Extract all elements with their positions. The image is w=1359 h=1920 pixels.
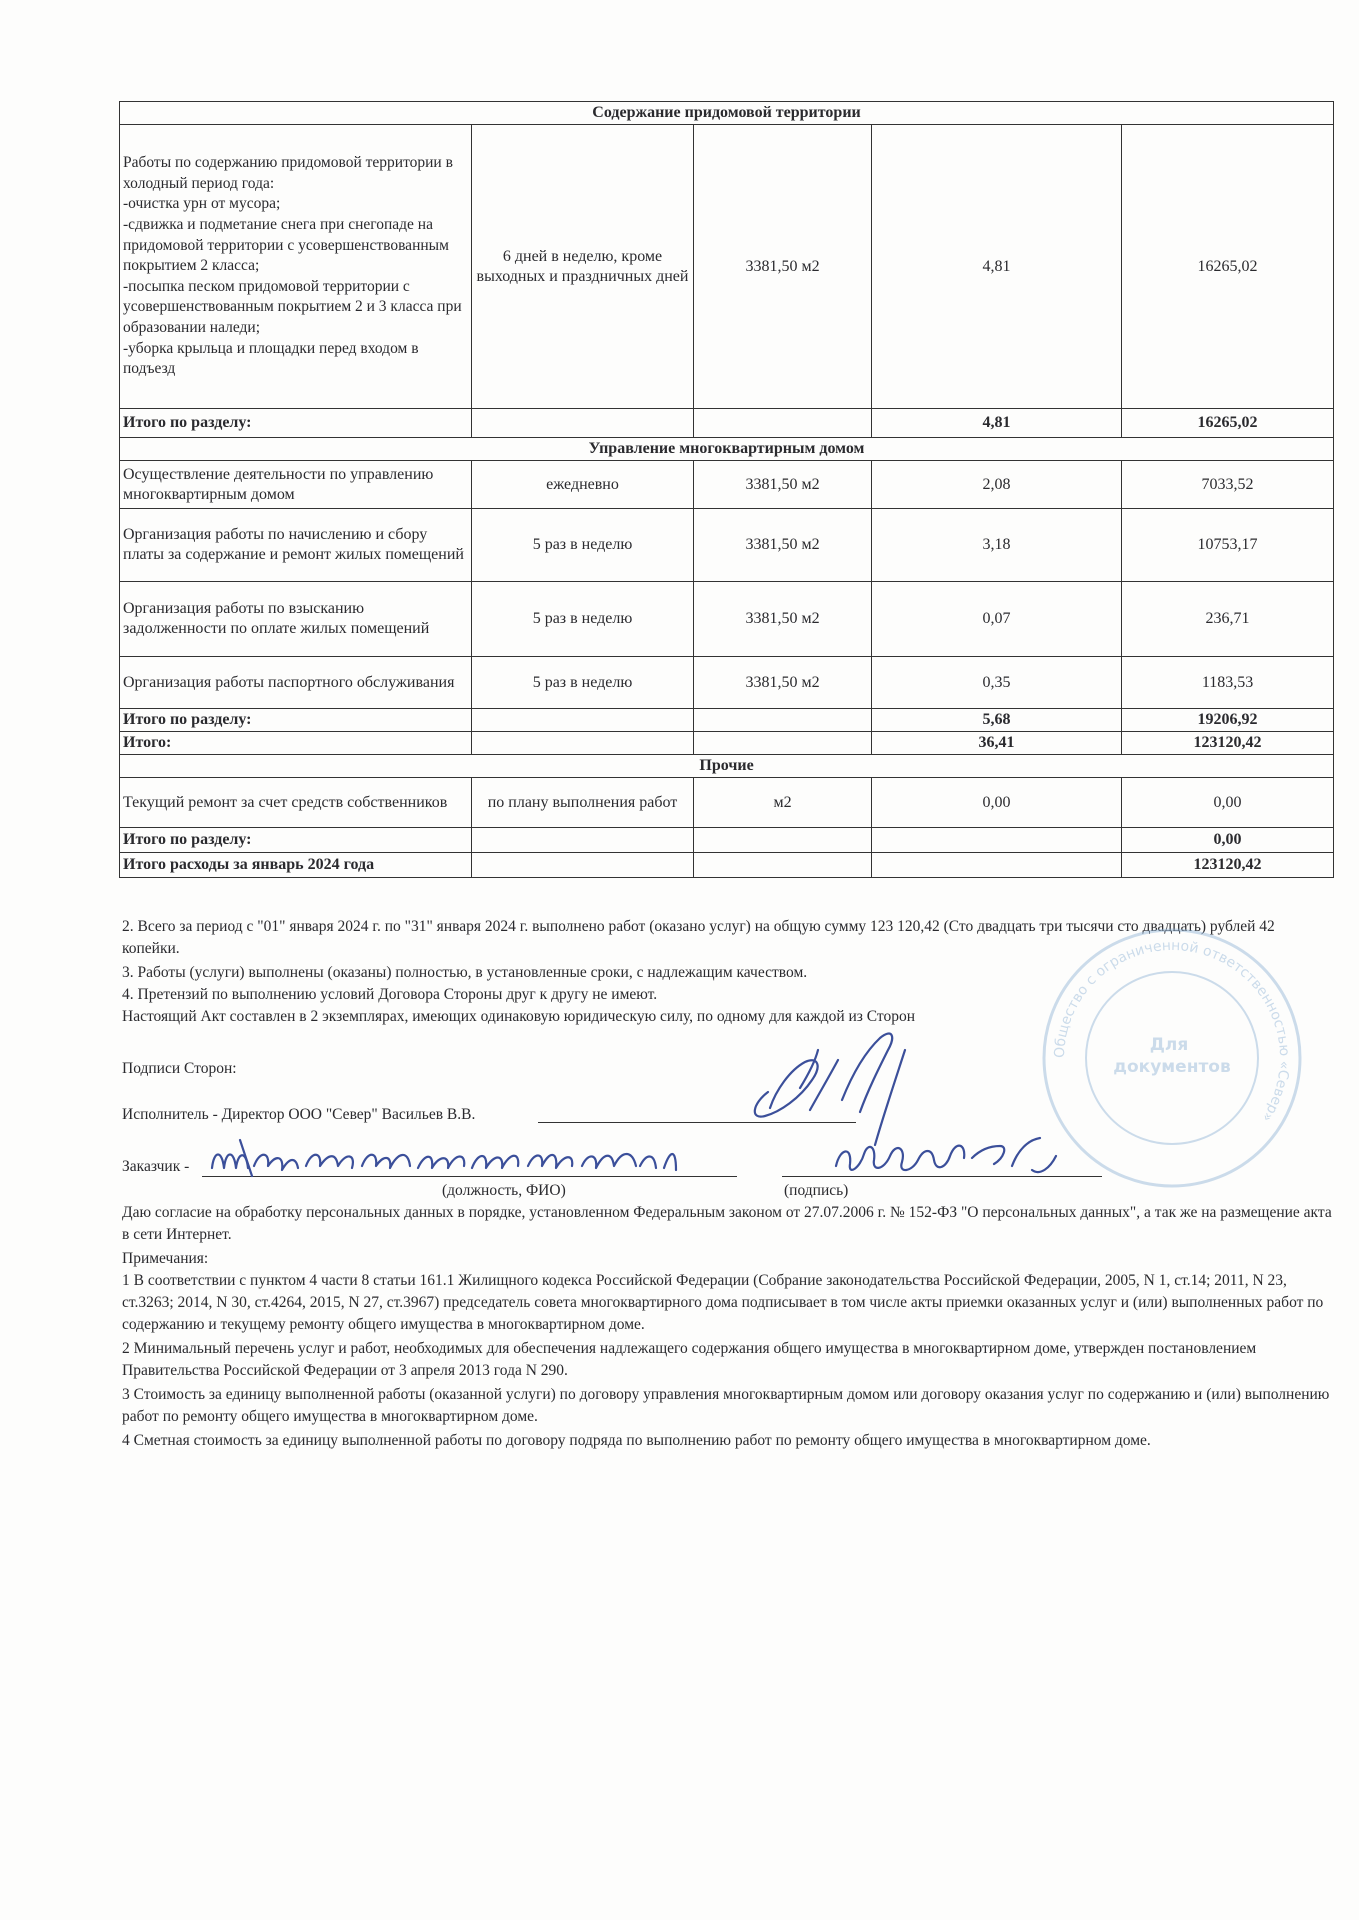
work-area: 3381,50 м2	[694, 461, 872, 509]
table-row	[120, 778, 1334, 828]
work-area: 3381,50 м2	[694, 125, 872, 409]
work-area: м2	[694, 778, 872, 828]
section-header	[120, 102, 1334, 125]
customer-signature-icon	[836, 1138, 1056, 1172]
table-row	[120, 657, 1334, 709]
section-title: Содержание придомовой территории	[120, 102, 1334, 125]
table-row	[120, 509, 1334, 582]
work-sum: 10753,17	[1122, 509, 1334, 582]
work-rate: 0,35	[872, 657, 1122, 709]
customer-signature-line	[782, 1176, 1102, 1177]
subtotal-row	[120, 828, 1334, 853]
section-title: Прочие	[120, 755, 1334, 778]
customer-label: Заказчик -	[122, 1158, 190, 1175]
subtotal-label: Итого по разделу:	[120, 828, 472, 853]
paragraph-quality: 3. Работы (услуги) выполнены (оказаны) полностью, в установленные сроки, с надлежащим качеством.	[122, 964, 808, 981]
work-rate: 2,08	[872, 461, 1122, 509]
work-period: 5 раз в неделю	[472, 657, 694, 709]
work-period: 5 раз в неделю	[472, 582, 694, 657]
work-area: 3381,50 м2	[694, 509, 872, 582]
total-row	[120, 732, 1334, 755]
work-rate: 0,00	[872, 778, 1122, 828]
work-sum: 236,71	[1122, 582, 1334, 657]
work-rate: 0,07	[872, 582, 1122, 657]
subtotal-sum: 16265,02	[1122, 409, 1334, 438]
work-rate: 3,18	[872, 509, 1122, 582]
work-sum: 1183,53	[1122, 657, 1334, 709]
customer-name-line	[202, 1176, 737, 1177]
note-item: 1 В соответствии с пунктом 4 части 8 статьи 161.1 Жилищного кодекса Российской Федерации (Собрание законодательства Российской Федерации, 2005, N 1, ст.14; 2011, N 23, ст.3263; 2014, N 30, ст.4264, 2015, N 27, ст.3967) председатель совета многоквартирного дома подписывает в том числе акты приемки оказанных услуг и (или) выполненных работ по содержанию и текущему ремонту общего имущества в многоквартирном доме.	[122, 1272, 1324, 1333]
executor-signature-icon	[755, 1034, 905, 1145]
work-sum: 0,00	[1122, 778, 1334, 828]
section-header	[120, 438, 1334, 461]
work-name: Организация работы по начислению и сбору платы за содержание и ремонт жилых помещений	[120, 509, 472, 582]
work-sum: 16265,02	[1122, 125, 1334, 409]
work-area: 3381,50 м2	[694, 657, 872, 709]
note-item: 2 Минимальный перечень услуг и работ, необходимых для обеспечения надлежащего содержания общего имущества в многоквартирном доме, утвержден постановлением Правительства Российской Федерации от 3 апреля 2013 года N 290.	[122, 1340, 1257, 1379]
table-row	[120, 461, 1334, 509]
total-label: Итого:	[120, 732, 472, 755]
customer-name-handwriting-icon	[212, 1140, 676, 1176]
personal-data-consent: Даю согласие на обработку персональных данных в порядке, установленном Федеральным законом от 27.07.2006 г. № 152-ФЗ "О персональных данных", а так же на размещение акта в сети Интернет.	[122, 1204, 1332, 1243]
subtotal-row	[120, 409, 1334, 438]
work-period: ежедневно	[472, 461, 694, 509]
executor-line: Исполнитель - Директор ООО "Север" Васильев В.В.	[122, 1106, 476, 1123]
subtotal-row	[120, 709, 1334, 732]
signature-caption: (подпись)	[784, 1182, 849, 1199]
stamp-ring-text: Общество с ограниченной ответственностью «Север»	[1051, 937, 1293, 1125]
signatures-title: Подписи Сторон:	[122, 1060, 237, 1077]
stamp-center-text: Для документов	[1113, 1035, 1231, 1077]
work-name: Работы по содержанию придомовой территории в холодный период года: -очистка урн от мусора; -сдвижка и подметание снега при снегопаде на придомовой территории с усовершенствованным покрытием 2 класса; -посыпка песком придомовой территории с усовершенствованным покрытием 2 и 3 класса при образовании наледи; -уборка крыльца и площадки перед входом в подъезд	[120, 125, 472, 409]
executor-signature-line	[538, 1122, 856, 1123]
total-sum: 123120,42	[1122, 732, 1334, 755]
work-period: 5 раз в неделю	[472, 509, 694, 582]
grand-total-sum: 123120,42	[1122, 853, 1334, 878]
work-period: по плану выполнения работ	[472, 778, 694, 828]
subtotal-sum: 0,00	[1122, 828, 1334, 853]
work-name: Организация работы по взысканию задолженности по оплате жилых помещений	[120, 582, 472, 657]
table-row	[120, 125, 1334, 409]
subtotal-rate: 5,68	[872, 709, 1122, 732]
subtotal-sum: 19206,92	[1122, 709, 1334, 732]
paragraph-copies: Настоящий Акт составлен в 2 экземплярах, имеющих одинаковую юридическую силу, по одному для каждой из Сторон	[122, 1008, 916, 1025]
note-item: 3 Стоимость за единицу выполненной работы (оказанной услуги) по договору управления многоквартирным домом или договору оказания услуг по содержанию и (или) выполнению работ по ремонту общего имущества в многоквартирном доме.	[122, 1386, 1330, 1425]
services-table	[119, 101, 1334, 878]
subtotal-label: Итого по разделу:	[120, 709, 472, 732]
work-period: 6 дней в неделю, кроме выходных и праздничных дней	[472, 125, 694, 409]
note-item: 4 Сметная стоимость за единицу выполненной работы по договору подряда по выполнению работ по ремонту общего имущества в многоквартирном доме.	[122, 1432, 1151, 1449]
subtotal-label: Итого по разделу:	[120, 409, 472, 438]
notes-title: Примечания:	[122, 1250, 209, 1267]
total-rate: 36,41	[872, 732, 1122, 755]
subtotal-rate: 4,81	[872, 409, 1122, 438]
grand-total-row	[120, 853, 1334, 878]
section-title: Управление многоквартирным домом	[120, 438, 1334, 461]
work-name: Осуществление деятельности по управлению многоквартирным домом	[120, 461, 472, 509]
table-row	[120, 582, 1334, 657]
work-sum: 7033,52	[1122, 461, 1334, 509]
section-header	[120, 755, 1334, 778]
paragraph-no-claims: 4. Претензий по выполнению условий Договора Стороны друг к другу не имеют.	[122, 986, 658, 1003]
position-caption: (должность, ФИО)	[442, 1182, 566, 1199]
work-name: Организация работы паспортного обслуживания	[120, 657, 472, 709]
paragraph-total-amount: 2. Всего за период с "01" января 2024 г. по "31" января 2024 г. выполнено работ (оказано услуг) на общую сумму 123 120,42 (Сто двадцать три тысячи сто двадцать) рублей 42 копейки.	[122, 918, 1275, 957]
work-rate: 4,81	[872, 125, 1122, 409]
grand-total-label: Итого расходы за январь 2024 года	[120, 853, 472, 878]
work-name: Текущий ремонт за счет средств собственников	[120, 778, 472, 828]
work-area: 3381,50 м2	[694, 582, 872, 657]
